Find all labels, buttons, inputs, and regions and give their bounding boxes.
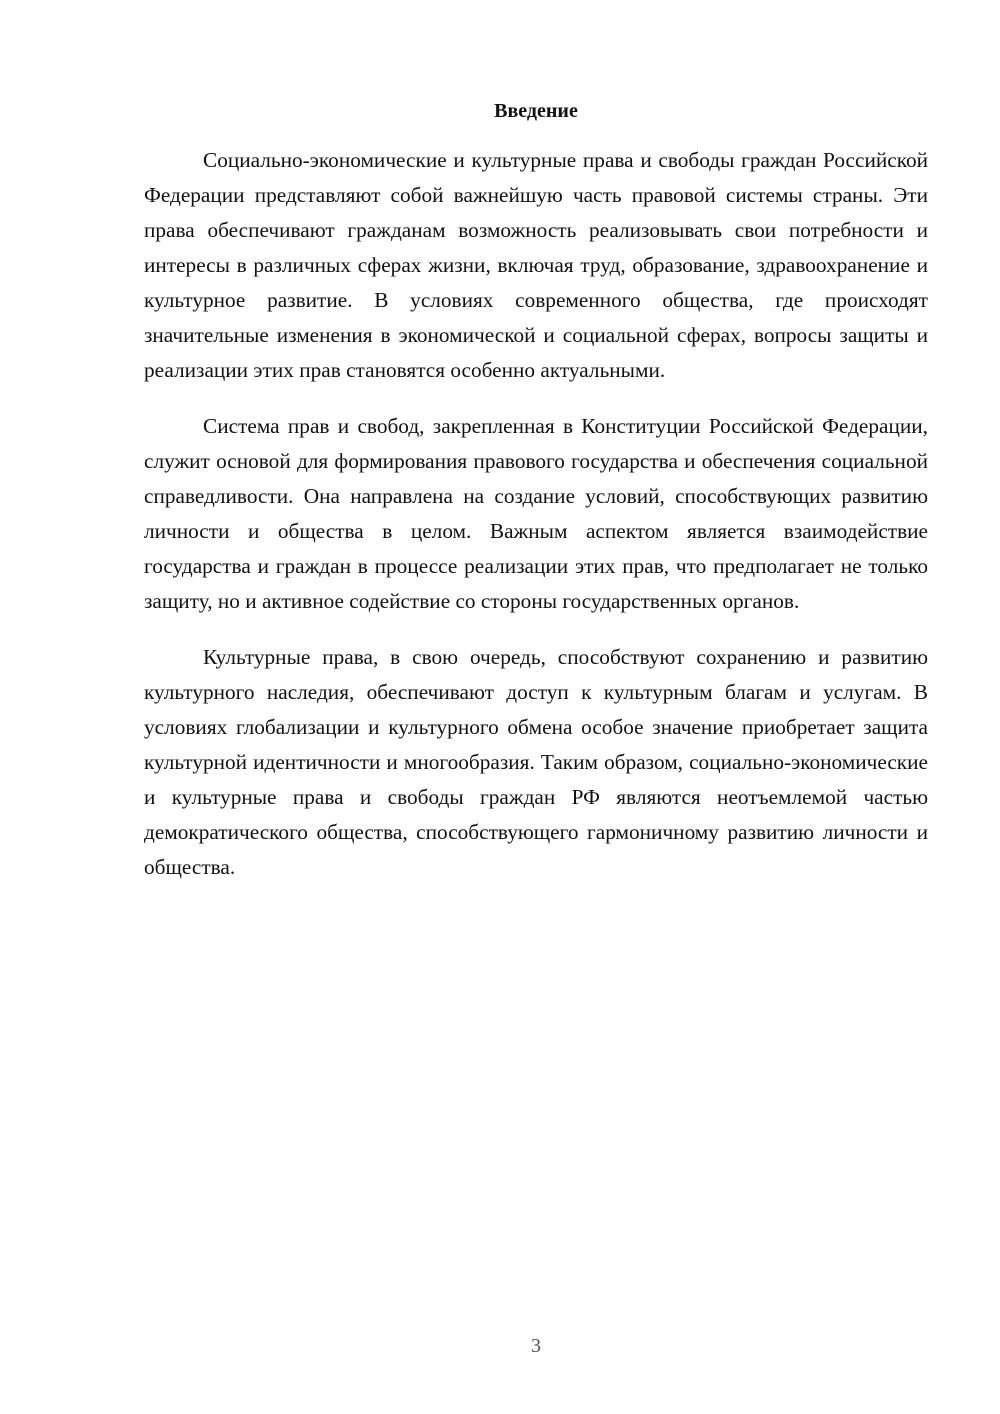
paragraph-1: Социально-экономические и культурные права и свободы граждан Российской Федерации представляют собой важнейшую часть правовой системы страны. Эти права обеспечивают гражданам возможность реализовывать свои потребности и интересы в различных сферах жизни, включая труд, образование, здравоохранение и культурное развитие. В условиях современного общества, где происходят значительные изменения в экономической и социальной сферах, вопросы защиты и реализации этих прав становятся особенно актуальными. (144, 148, 928, 382)
page-number: 3 (531, 1335, 541, 1357)
page-heading: Введение (494, 100, 578, 122)
paragraph-3: Культурные права, в свою очередь, способствуют сохранению и развитию культурного наследия, обеспечивают доступ к культурным благам и услугам. В условиях глобализации и культурного обмена особое значение приобретает защита культурной идентичности и многообразия. Таким образом, социально-экономические и культурные права и свободы граждан РФ являются неотъемлемой частью демократического общества, способствующего гармоничному развитию личности и общества. (144, 645, 928, 879)
document-body (144, 143, 928, 906)
paragraph-2: Система прав и свобод, закрепленная в Конституции Российской Федерации, служит основой для формирования правового государства и обеспечения социальной справедливости. Она направлена на создание условий, способствующих развитию личности и общества в целом. Важным аспектом является взаимодействие государства и граждан в процессе реализации этих прав, что предполагает не только защиту, но и активное содействие со стороны государственных органов. (144, 414, 928, 613)
